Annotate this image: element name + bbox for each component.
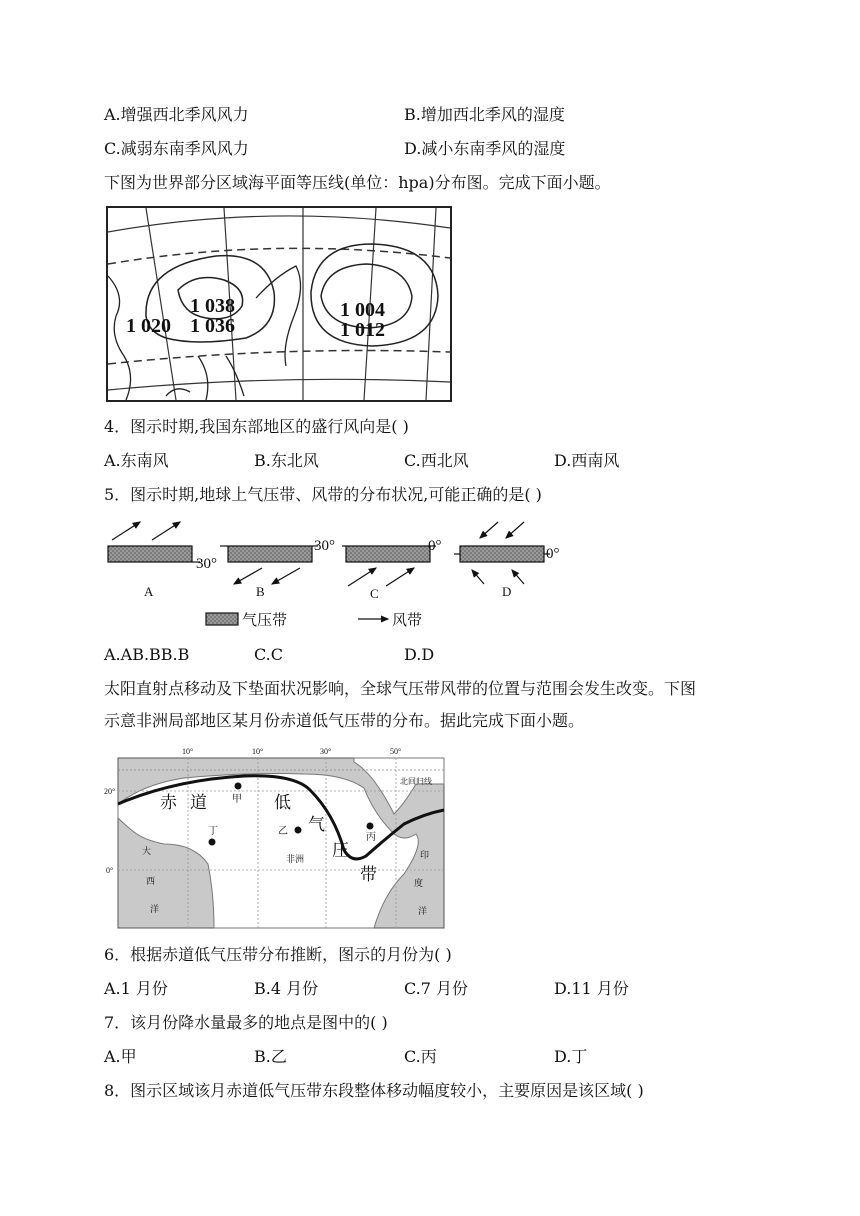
indian-1: 印 xyxy=(420,850,430,860)
atlantic-2: 西 xyxy=(146,876,156,886)
isobar-1004: 1 004 xyxy=(340,299,385,321)
q5-option-ab: A.AB.BB.B xyxy=(104,645,190,664)
belt-char-1: 赤 xyxy=(160,793,177,812)
lon-label-0: 10° xyxy=(182,747,194,756)
africa-label: 非洲 xyxy=(286,854,305,864)
isobar-1038: 1 038 xyxy=(190,295,235,317)
legend-wind-label: 风带 xyxy=(392,613,423,629)
q5-stem: 5．图示时期,地球上气压带、风带的分布状况,可能正确的是( ) xyxy=(104,485,542,504)
belt-char-4: 气 xyxy=(308,815,325,834)
point-bing xyxy=(367,823,374,830)
lat-label-0: 0° xyxy=(106,866,114,875)
belt-char-5: 压 xyxy=(332,841,349,860)
q5-option-c: C.C xyxy=(254,645,283,664)
africa-map xyxy=(104,744,448,930)
atlantic-3: 洋 xyxy=(150,904,160,914)
q6-stem: 6．根据赤道低气压带分布推断，图示的月份为( ) xyxy=(104,945,452,964)
belt-char-3: 低 xyxy=(274,793,291,812)
panel-b-lat: 30° xyxy=(314,538,335,554)
lon-label-3: 50° xyxy=(390,747,402,756)
isobar-1036: 1 036 xyxy=(190,315,235,337)
q4-option-c: C.西北风 xyxy=(404,451,469,470)
q8-stem: 8．图示区域该月赤道低气压带东段整体移动幅度较小，主要原因是该区域( ) xyxy=(104,1081,644,1100)
atlantic-1: 大 xyxy=(142,846,152,856)
label-yi: 乙 xyxy=(278,826,288,837)
option-d: D.减小东南季风的湿度 xyxy=(404,139,566,158)
q6-option-b: B.4 月份 xyxy=(254,979,319,998)
panel-a-letter: A xyxy=(144,584,154,599)
q6-option-a: A.1 月份 xyxy=(104,979,168,998)
isobar-1020: 1 020 xyxy=(126,315,171,337)
q7-option-b: B.乙 xyxy=(254,1047,287,1066)
pressure-wind-diagram xyxy=(104,514,574,638)
q6-option-c: C.7 月份 xyxy=(404,979,469,998)
q7-option-c: C.丙 xyxy=(404,1047,437,1066)
option-c: C.减弱东南季风风力 xyxy=(104,139,249,158)
point-yi xyxy=(295,827,302,834)
label-ding: 丁 xyxy=(208,826,218,837)
belt-d xyxy=(460,546,544,562)
belt-c xyxy=(346,546,430,562)
q7-option-d: D.丁 xyxy=(554,1047,588,1066)
belt-char-2: 道 xyxy=(190,793,207,812)
panel-b-letter: B xyxy=(256,584,265,599)
q4-option-a: A.东南风 xyxy=(104,451,169,470)
q5-option-d: D.D xyxy=(404,645,435,664)
belt-a xyxy=(108,546,192,562)
q4-option-d: D.西南风 xyxy=(554,451,620,470)
isobar-map xyxy=(106,206,452,402)
lat-label-20: 20° xyxy=(104,787,116,796)
intro-africa-line1: 太阳直射点移动及下垫面状况影响，全球气压带风带的位置与范围会发生改变。下图 xyxy=(104,679,697,698)
q7-option-a: A.甲 xyxy=(104,1047,137,1066)
tropic-label: 北回归线 xyxy=(400,777,432,786)
legend-belt-swatch xyxy=(206,613,238,625)
lon-label-2: 30° xyxy=(320,747,332,756)
isobar-1012: 1 012 xyxy=(340,319,385,341)
indian-2: 度 xyxy=(414,878,424,888)
q4-stem: 4．图示时期,我国东部地区的盛行风向是( ) xyxy=(104,417,409,436)
q7-stem: 7．该月份降水量最多的地点是图中的( ) xyxy=(104,1013,388,1032)
q4-option-b: B.东北风 xyxy=(254,451,319,470)
point-ding xyxy=(209,839,216,846)
point-jia xyxy=(235,783,242,790)
panel-a-lat: 30° xyxy=(196,556,217,572)
belt-b xyxy=(228,546,312,562)
indian-3: 洋 xyxy=(418,906,428,916)
intro-africa-line2: 示意非洲局部地区某月份赤道低气压带的分布。据此完成下面小题。 xyxy=(104,711,585,730)
label-jia: 甲 xyxy=(232,794,242,805)
panel-d-letter: D xyxy=(502,584,512,599)
panel-c-lat: 0° xyxy=(428,538,442,554)
label-bing: 丙 xyxy=(366,832,376,843)
panel-d-lat: 0° xyxy=(546,546,560,562)
lon-label-1: 10° xyxy=(252,747,264,756)
legend-belt-label: 气压带 xyxy=(242,613,288,629)
intro-isobar-map: 下图为世界部分区域海平面等压线(单位：hpa)分布图。完成下面小题。 xyxy=(104,173,611,192)
option-b: B.增加西北季风的湿度 xyxy=(404,105,565,124)
q6-option-d: D.11 月份 xyxy=(554,979,629,998)
belt-char-6: 带 xyxy=(360,865,377,884)
option-a: A.增强西北季风风力 xyxy=(104,105,249,124)
panel-c-letter: C xyxy=(370,586,379,601)
